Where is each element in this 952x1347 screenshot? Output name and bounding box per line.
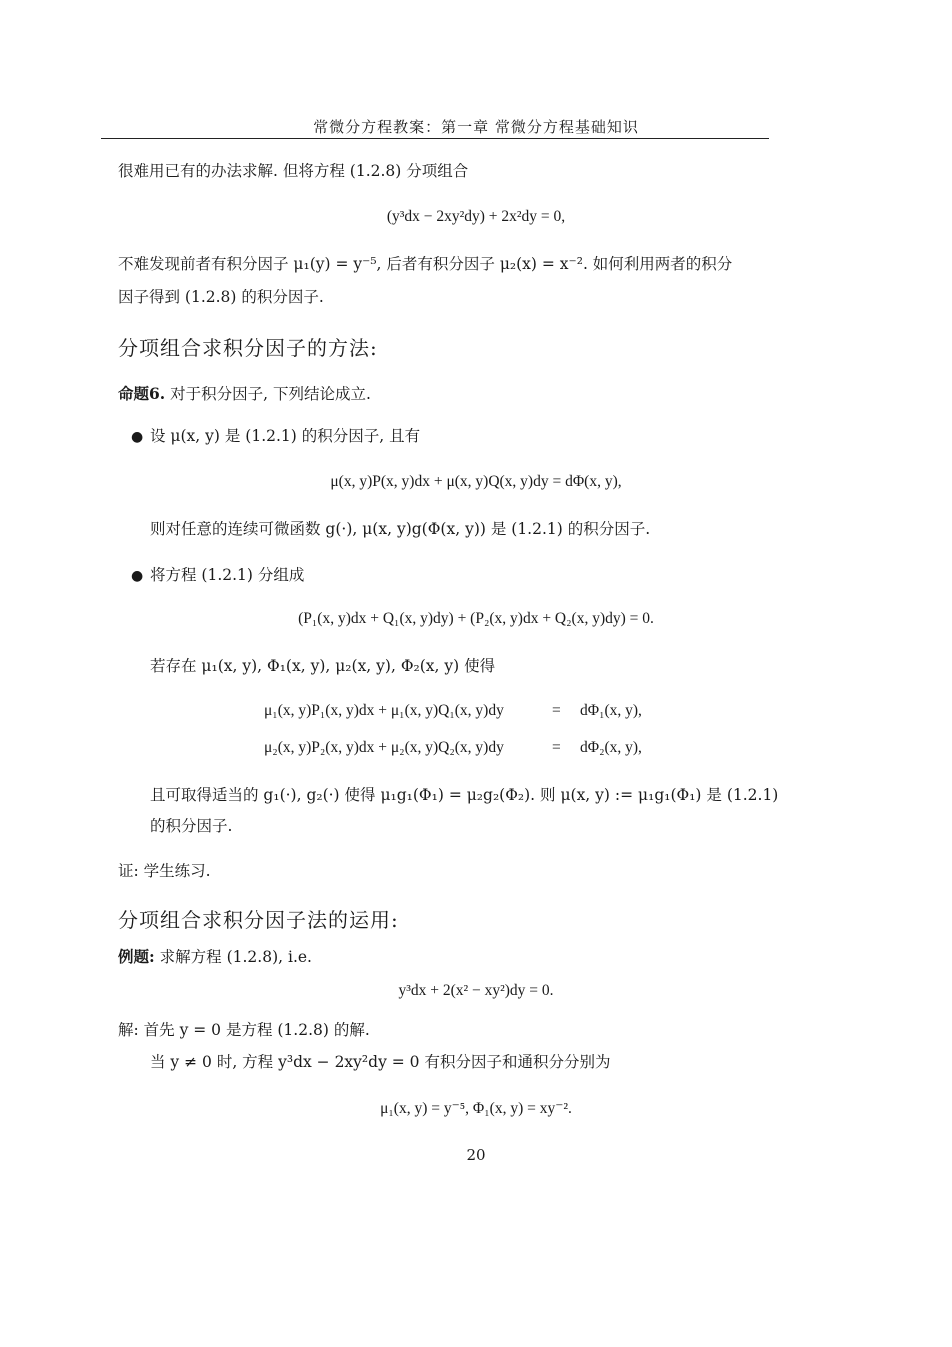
example [118,946,312,968]
bullet-2-conclusion-line-1: 且可取得适当的 g₁(·), g₂(·) 使得 μ₁g₁(Φ₁) = μ₂g₂(Φ₂). 则 μ(x, y) := μ₁g₁(Φ₁) 是 (1.2.1) [150,786,779,804]
equation-integral-factor: μ₁(x, y) = y⁻⁵, Φ₁(x, y) = xy⁻². [380,1100,572,1117]
equation-system-row-2-lhs: μ₂(x, y)P₂(x, y)dx + μ₂(x, y)Q₂(x, y)dy [264,739,504,756]
header-rule [101,138,769,139]
equation-system-row-1-equals: = [552,702,561,719]
equation-split: (P₁(x, y)dx + Q₁(x, y)dy) + (P₂(x, y)dx + Q₂(x, y)dy) = 0. [298,610,654,627]
proposition-text: 对于积分因子, 下列结论成立. [170,385,371,403]
equation-system-row-1-lhs: μ₁(x, y)P₁(x, y)dx + μ₁(x, y)Q₁(x, y)dy [264,702,504,719]
equation-exact-form: μ(x, y)P(x, y)dx + μ(x, y)Q(x, y)dy = dΦ(x, y), [330,473,622,490]
section-heading-method: 分项组合求积分因子的方法: [118,336,378,360]
running-header: 常微分方程教案：第一章 常微分方程基础知识 [313,118,639,136]
bullet-2-conclusion-line-2: 的积分因子. [150,817,233,835]
bullet-2-dot: ● [131,568,144,584]
bullet-1-dot: ● [131,429,144,445]
proposition-label: 命题6. [118,384,166,403]
equation-example: y³dx + 2(x² − xy²)dy = 0. [398,982,554,999]
example-text: 求解方程 (1.2.8), i.e. [159,948,312,966]
bullet-1-text: 设 μ(x, y) 是 (1.2.1) 的积分因子, 且有 [150,427,421,445]
equation-system-row-1-rhs: dΦ₁(x, y), [580,702,642,719]
solution-line-1: 解: 首先 y = 0 是方程 (1.2.8) 的解. [118,1021,370,1039]
example-label: 例题: [118,947,155,966]
paragraph-1: 很难用已有的办法求解. 但将方程 (1.2.8) 分项组合 [118,162,469,180]
paragraph-2-line-1: 不难发现前者有积分因子 μ₁(y) = y⁻⁵, 后者有积分因子 μ₂(x) = x⁻². 如何利用两者的积分 [118,255,733,273]
equation-system-row-2-rhs: dΦ₂(x, y), [580,739,642,756]
bullet-1-conclusion: 则对任意的连续可微函数 g(·), μ(x, y)g(Φ(x, y)) 是 (1.2.1) 的积分因子. [150,520,651,538]
proposition [118,383,371,405]
equation-grouping: (y³dx − 2xy²dy) + 2x²dy = 0, [386,208,566,225]
section-heading-application: 分项组合求积分因子法的运用: [118,908,399,932]
bullet-2-existence: 若存在 μ₁(x, y), Φ₁(x, y), μ₂(x, y), Φ₂(x, y) 使得 [150,657,496,675]
proof-note: 证: 学生练习. [118,862,211,880]
equation-system-row-2-equals: = [552,739,561,756]
paragraph-2-line-2: 因子得到 (1.2.8) 的积分因子. [118,288,324,306]
bullet-2-text: 将方程 (1.2.1) 分组成 [150,566,305,584]
page-number: 20 [466,1146,486,1164]
solution-line-2: 当 y ≠ 0 时, 方程 y³dx − 2xy²dy = 0 有积分因子和通积分分别为 [150,1053,611,1071]
